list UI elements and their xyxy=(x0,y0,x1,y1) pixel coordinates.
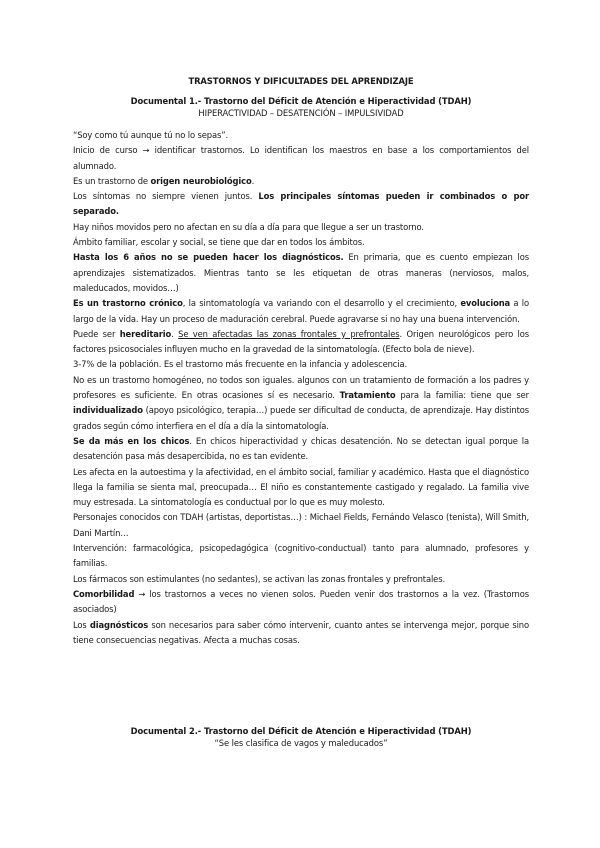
doc2-section xyxy=(73,726,529,748)
doc1-heading: Documental 1.- Trastorno del Déficit de Atención e Hiperactividad (TDAH) xyxy=(130,96,472,106)
paragraph-homogeneo: No es un trastorno homogéneo, no todos son iguales. algunos con un tratamiento de formación a los padres y profesores es suficiente. En otras ocasiones sí es necesario. Tratamiento para la familia: tiene que ser individualizado (apoyo psicológico, terapia…) puede ser dificultad de conducta, de aprendizaje. Hay distintos grados según cómo interfiera en el día a día la sintomatología. xyxy=(73,374,529,431)
paragraph-diagnostico-edad: Hasta los 6 años no se pueden hacer los diagnósticos. En primaria, que es cuento empiezan los aprendizajes sistematizados. Mientras tanto se les etiquetan de otras maneras (nerviosos, malos, maleducados, movidos…) xyxy=(73,252,529,293)
doc2-heading: Documental 2.- Trastorno del Déficit de Atención e Hiperactividad (TDAH) xyxy=(130,726,472,736)
paragraph-ninos-movidos: Hay niños movidos pero no afectan en su día a día para que llegue a ser un trastorno. xyxy=(73,221,424,232)
paragraph-comorbilidad: Comorbilidad → los trastornos a veces no vienen solos. Pueden venir dos trastornos a la vez. (Trastornos asociados) xyxy=(73,588,529,615)
document-page xyxy=(73,76,529,648)
paragraph-personajes: Personajes conocidos con TDAH (artistas, deportistas…) : Michael Fields, Fernándo Velasco (tenista), Will Smith, Dani Martín… xyxy=(73,512,529,538)
paragraph-farmacos: Los fármacos son estimulantes (no sedantes), se activan las zonas frontales y prefrontales. xyxy=(73,573,445,584)
doc1-subheading: HIPERACTIVIDAD – DESATENCIÓN – IMPULSIVIDAD xyxy=(198,108,404,118)
paragraph-intervencion: Intervención: farmacológica, psicopedagógica (cognitivo-conductual) tanto para alumnado, profesores y familias. xyxy=(73,543,529,569)
paragraph-chicos: Se da más en los chicos. En chicos hiperactividad y chicas desatención. No se detectan igual porque la desatención pasa más desapercibida, no es tan evidente. xyxy=(73,435,529,462)
document-title: TRASTORNOS Y DIFICULTADES DEL APRENDIZAJE xyxy=(188,76,414,86)
paragraph-origen: Es un trastorno de origen neurobiológico. xyxy=(73,175,255,186)
paragraph-hereditario: Puede ser hereditario. Se ven afectadas las zonas frontales y prefrontales. Origen neurológicos pero los factores psicosociales influyen mucho en la gravedad de la sintomatología. (Efecto bola de nieve). xyxy=(73,328,530,355)
paragraph-poblacion: 3-7% de la población. Es el trastorno más frecuente en la infancia y adolescencia. xyxy=(73,359,408,370)
paragraph-cronico: Es un trastorno crónico, la sintomatología va variando con el desarrollo y el crecimiento, evoluciona a lo largo de la vida. Hay un proceso de maduración cerebral. Puede agravarse si no hay una buena intervención. xyxy=(73,298,529,324)
paragraph-quote: “Soy como tú aunque tú no lo sepas”. xyxy=(73,130,228,140)
paragraph-inicio: Inicio de curso → identificar trastornos. Lo identifican los maestros en base a los comportamientos del alumnado. xyxy=(73,145,529,171)
paragraph-ambito: Ámbito familiar, escolar y social, se tiene que dar en todos los ámbitos. xyxy=(73,237,365,248)
paragraph-diagnosticos: Los diagnósticos son necesarios para saber cómo intervenir, cuanto antes se intervenga mejor, porque sino tiene consecuencias negativas. Afecta a muchas cosas. xyxy=(73,619,529,645)
paragraph-sintomas: Los síntomas no siempre vienen juntos. Los principales síntomas pueden ir combinados o por separado. xyxy=(73,191,529,217)
doc2-subheading: “Se les clasifica de vagos y maleducados” xyxy=(214,738,388,748)
paragraph-autoestima: Les afecta en la autoestima y la afectividad, en el ámbito social, familiar y académico. Hasta que el diagnóstico llega la familia se sienta mal, preocupada… El niño es constantemente castigado y regalado. La familia vive muy estresada. La sintomatología es conductual por lo que es muy molesto. xyxy=(73,466,529,508)
